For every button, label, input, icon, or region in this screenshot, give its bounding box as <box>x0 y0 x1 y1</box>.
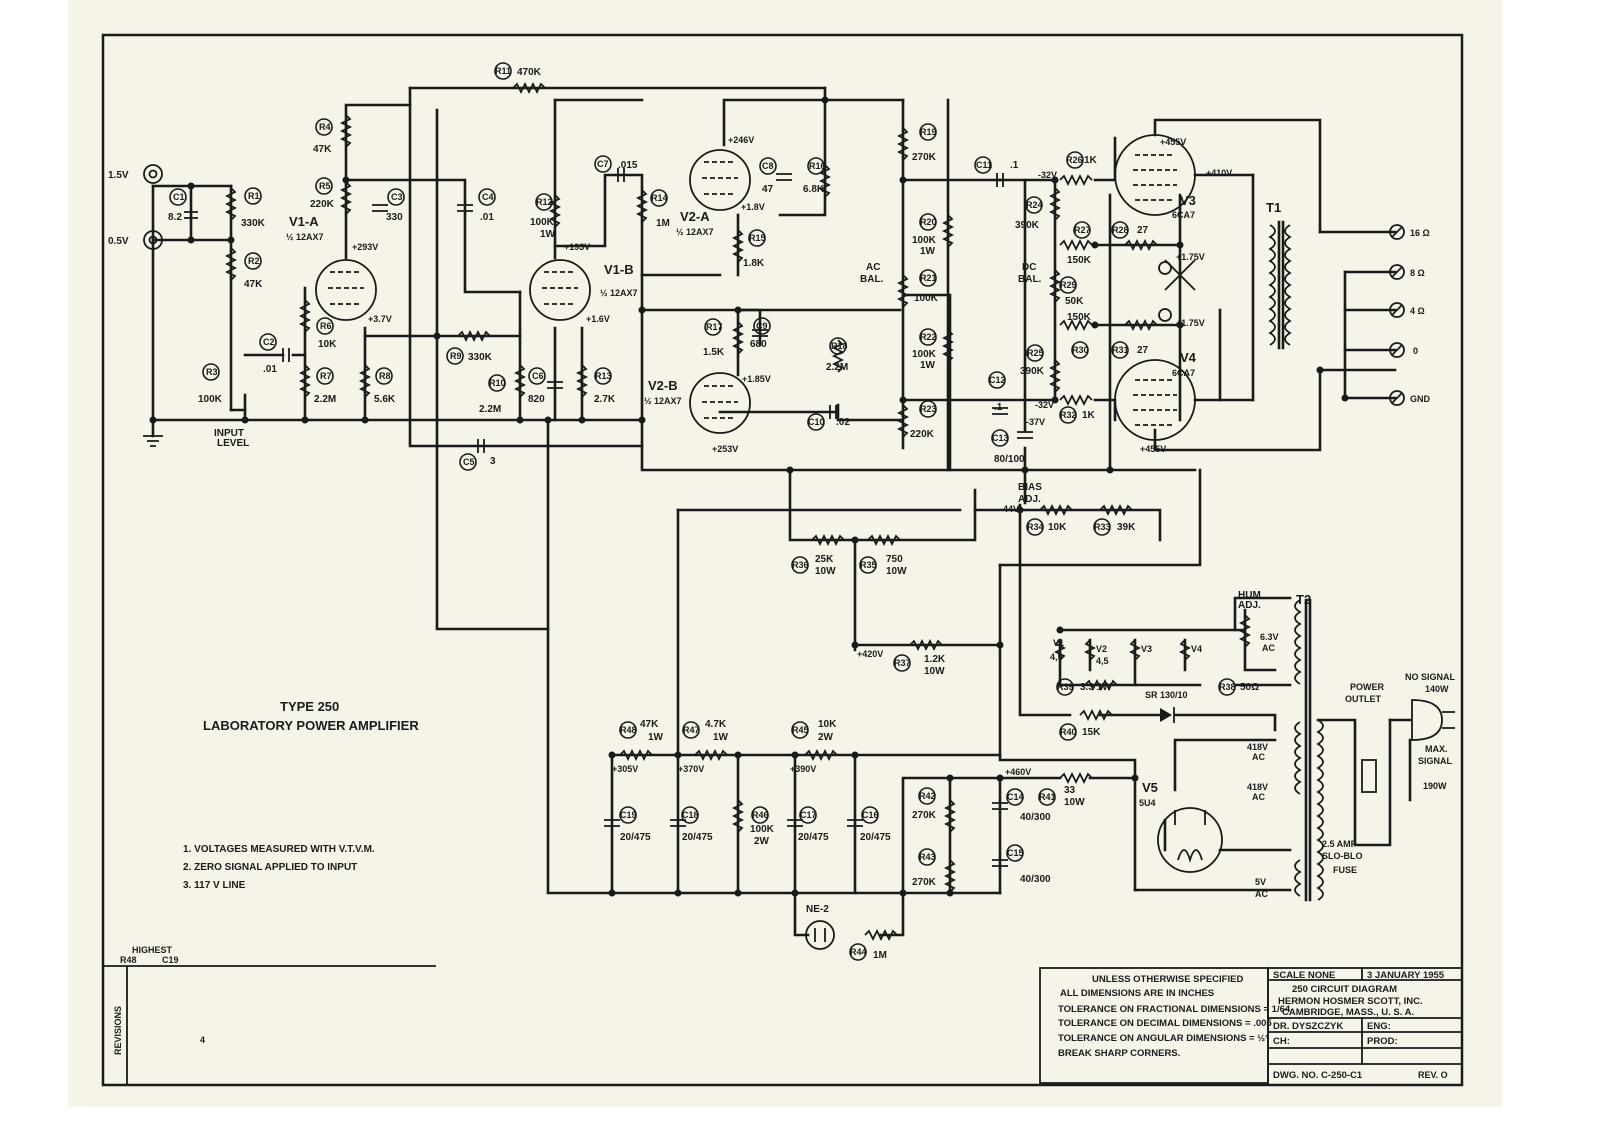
labels-maxsig3-label: 190W <box>1423 781 1447 791</box>
labels-t1-label: T1 <box>1266 200 1282 215</box>
components-c1v-label: 8.2 <box>168 212 182 223</box>
components-r25v-label: 390K <box>1020 366 1044 377</box>
components-r47v-label: 4.7K <box>705 719 727 730</box>
voltages-v3-p-label: +455V <box>1160 137 1187 147</box>
components-r35v-label: 750 <box>886 554 903 565</box>
components-r42v-label: 270K <box>912 810 936 821</box>
input-low-label: 0.5V <box>108 236 129 247</box>
labels-fuse3-label: FUSE <box>1333 865 1358 875</box>
labels-bias-adj-label: BIAS <box>1018 482 1042 493</box>
components-r31-label: R31 <box>1112 345 1129 355</box>
labels-h2p-label: 4,5 <box>1096 656 1109 666</box>
components-r18v-label: 2.2M <box>826 362 849 373</box>
components-c18v-label: 20/475 <box>682 832 713 843</box>
labels-dc-bal-label: DC <box>1022 262 1037 273</box>
components-r28-label: R28 <box>1112 225 1129 235</box>
components-r40v-label: 15K <box>1082 727 1101 738</box>
components-r4-label: R4 <box>319 122 331 132</box>
components-r9-label: R9 <box>450 351 462 361</box>
labels-h2-label: V2 <box>1096 644 1108 654</box>
title-block <box>1268 968 1462 1085</box>
titleblock-ch-label: CH: <box>1273 1036 1290 1047</box>
components-c10v-label: .02 <box>836 417 850 428</box>
components-r29v-label: 50K <box>1065 296 1084 307</box>
components-r5v-label: 220K <box>310 199 334 210</box>
voltages-v4-g-label: -32V <box>1035 400 1055 410</box>
labels-v63-label: 6.3V <box>1260 632 1279 642</box>
components-r35-label: R35 <box>860 560 877 570</box>
components-r7-label: R7 <box>320 371 332 381</box>
components-c14-label: C14 <box>1007 792 1024 802</box>
voltages-v4-k-label: +1.75V <box>1176 318 1205 328</box>
components-r45v-label: 10K <box>818 719 837 730</box>
components-c5-label: C5 <box>463 457 475 467</box>
voltages-b2-label: +370V <box>678 764 705 774</box>
components-r24v-label: 390K <box>1015 220 1039 231</box>
components-r44v-label: 1M <box>873 950 887 961</box>
components-c7v-label: .015 <box>618 160 638 171</box>
components-r3v-label: 100K <box>198 394 222 405</box>
components-r26v-label: 1K <box>1084 155 1097 166</box>
components-r26-label: R26 <box>1066 155 1083 165</box>
labels-ac-bal-label: AC <box>866 262 881 273</box>
drawing-name: LABORATORY POWER AMPLIFIER <box>203 718 419 733</box>
components-r41w-label: 10W <box>1064 797 1085 808</box>
components-c15v-label: 40/300 <box>1020 874 1051 885</box>
voltages-v2a-k-label: +1.8V <box>741 202 765 212</box>
components-r29-label: R29 <box>1060 280 1077 290</box>
components-r16-label: R16 <box>809 161 826 171</box>
components-c7-label: C7 <box>597 159 609 169</box>
components-r44-label: R44 <box>850 947 867 957</box>
note-1: 1. VOLTAGES MEASURED WITH V.T.V.M. <box>183 844 375 855</box>
tubes-v4-name-label: V4 <box>1180 350 1196 365</box>
note-2: 2. ZERO SIGNAL APPLIED TO INPUT <box>183 862 358 873</box>
components-r22v-label: 100K <box>912 349 936 360</box>
input-high-label: 1.5V <box>108 170 129 181</box>
labels-v5ac-label: 5V <box>1255 877 1267 887</box>
tubes-v5-name-label: V5 <box>1142 780 1158 795</box>
tubes-v3-name-label: V3 <box>1180 193 1196 208</box>
components-c12-label: C12 <box>989 375 1006 385</box>
labels-t2-label: T2 <box>1296 592 1312 607</box>
labels-bias-adj2-label: ADJ. <box>1018 494 1041 505</box>
components-r11-label: R11 <box>495 66 512 76</box>
components-c8-label: C8 <box>762 161 774 171</box>
components-r46-label: R46 <box>752 810 769 820</box>
components-r15v-label: 1.8K <box>743 258 765 269</box>
components-r27v-label: 150K <box>1067 255 1091 266</box>
components-r7v-label: 2.2M <box>314 394 337 405</box>
labels-hum-adj2-label: ADJ. <box>1238 600 1261 611</box>
revision-block <box>103 945 436 1085</box>
components-r30v-label: 150K <box>1067 312 1091 323</box>
components-c16v-label: 20/475 <box>860 832 891 843</box>
components-c17-label: C17 <box>800 810 817 820</box>
labels-sr-label: SR 130/10 <box>1145 690 1188 700</box>
voltages-v3-g-label: -32V <box>1038 170 1058 180</box>
voltages-bias-label: -44V <box>1000 504 1020 514</box>
labels-h3-label: V3 <box>1141 644 1153 654</box>
voltages-b3-label: +390V <box>790 764 817 774</box>
labels-out16-label: 16 Ω <box>1410 228 1430 238</box>
components-r20w-label: 1W <box>920 246 935 257</box>
components-c1-label: C1 <box>173 192 185 202</box>
components-c17v-label: 20/475 <box>798 832 829 843</box>
components-r19v-label: 270K <box>912 152 936 163</box>
components-r9v-label: 330K <box>468 352 492 363</box>
components-c3-label: C3 <box>391 192 403 202</box>
voltages-v2b-p-label: +253V <box>712 444 739 454</box>
components-c11v-label: .1 <box>1010 160 1019 171</box>
components-c16-label: C16 <box>862 810 879 820</box>
tubes-v1a-name-label: V1-A <box>289 214 319 229</box>
components-r47w-label: 1W <box>713 732 728 743</box>
labels-h4-label: V4 <box>1191 644 1203 654</box>
tubes-v1b-name-label: V1-B <box>604 262 634 277</box>
tubes-v1a-type-label: ½ 12AX7 <box>286 232 324 242</box>
labels-dc-bal2-label: BAL. <box>1018 274 1042 285</box>
components-r2v-label: 47K <box>244 279 263 290</box>
labels-hv2-label: 418V <box>1247 782 1269 792</box>
components-r21v-label: 100K <box>914 293 938 304</box>
components-c9-label: C9 <box>756 321 768 331</box>
components-c6-label: C6 <box>532 371 544 381</box>
components-c10-label: C10 <box>808 417 825 427</box>
components-r43-label: R43 <box>919 852 936 862</box>
revisions-c-label: C19 <box>162 955 179 965</box>
components-c2v-label: .01 <box>263 364 277 375</box>
labels-h1p-label: 4,5 <box>1050 652 1063 662</box>
spec-l3-label: TOLERANCE ON FRACTIONAL DIMENSIONS = 1/64 <box>1058 1004 1291 1015</box>
titleblock-company-label: HERMON HOSMER SCOTT, INC. <box>1278 996 1423 1007</box>
components-r21-label: R21 <box>920 273 937 283</box>
components-r8-label: R8 <box>379 371 391 381</box>
components-c9v-label: 680 <box>750 339 767 350</box>
components-r14v-label: 1M <box>656 218 670 229</box>
tubes-v2a-name-label: V2-A <box>680 209 710 224</box>
components-c13-label: C13 <box>992 433 1009 443</box>
components-r33-label: R33 <box>1094 522 1111 532</box>
components-r24-label: R24 <box>1026 200 1043 210</box>
components-r5-label: R5 <box>319 181 331 191</box>
components-r22w-label: 1W <box>920 360 935 371</box>
components-c19-label: C19 <box>620 810 637 820</box>
input-level-label-2: LEVEL <box>217 438 250 449</box>
components-r17-label: R17 <box>706 322 723 332</box>
voltages-v1a-p-label: +293V <box>352 242 379 252</box>
spec-l5-label: TOLERANCE ON ANGULAR DIMENSIONS = ½° <box>1058 1033 1269 1044</box>
components-r30-label: R30 <box>1072 345 1089 355</box>
tubes-v3-type-label: 6CA7 <box>1172 210 1196 220</box>
tubes-v5-type-label: 5U4 <box>1139 798 1156 808</box>
components-r37w-label: 10W <box>924 666 945 677</box>
components-c14v-label: 40/300 <box>1020 812 1051 823</box>
components-r6-label: R6 <box>320 321 332 331</box>
components-c4-label: C4 <box>482 192 494 202</box>
spec-l4-label: TOLERANCE ON DECIMAL DIMENSIONS = .005 <box>1058 1018 1272 1029</box>
components-r39v-label: 3.3 1W <box>1080 682 1112 693</box>
input-level-label: INPUT <box>214 428 244 439</box>
titleblock-dr-label: DR. DYSZCZYK <box>1273 1021 1344 1032</box>
drawing-type: TYPE 250 <box>280 699 340 714</box>
tubes-v2b-type-label: ½ 12AX7 <box>644 396 682 406</box>
components-r15-label: R15 <box>749 233 766 243</box>
labels-out4-label: 4 Ω <box>1410 306 1425 316</box>
voltages-v2b-k-label: +1.85V <box>742 374 771 384</box>
components-c12v-label: .1 <box>994 402 1003 413</box>
spec-l1-label: UNLESS OTHERWISE SPECIFIED <box>1092 974 1244 985</box>
components-c4v-label: .01 <box>480 212 494 223</box>
components-r32-label: R32 <box>1060 410 1077 420</box>
voltages-v4-p-label: +455V <box>1140 444 1167 454</box>
components-c15-label: C15 <box>1007 848 1024 858</box>
labels-maxsig2-label: SIGNAL <box>1418 756 1453 766</box>
components-c19v-label: 20/475 <box>620 832 651 843</box>
components-r37v-label: 1.2K <box>924 654 946 665</box>
components-r1v-label: 330K <box>241 218 265 229</box>
labels-outlet2-label: OUTLET <box>1345 694 1381 704</box>
components-c11-label: C11 <box>976 160 993 170</box>
note-3: 3. 117 V LINE <box>183 880 246 891</box>
components-r1-label: R1 <box>248 191 260 201</box>
components-r8v-label: 5.6K <box>374 394 396 405</box>
voltages-v1a-k-label: +3.7V <box>368 314 392 324</box>
voltages-c13-label: -37V <box>1026 417 1046 427</box>
labels-hum-adj-label: HUM <box>1238 590 1261 601</box>
components-r17v-label: 1.5K <box>703 347 725 358</box>
components-r14-label: R14 <box>651 193 668 203</box>
sheet-border <box>103 35 1462 1085</box>
components-r23-label: R23 <box>920 404 937 414</box>
reference-markers <box>170 63 1235 960</box>
labels-nosig-label: NO SIGNAL <box>1405 672 1456 682</box>
components-r13-label: R13 <box>595 371 612 381</box>
labels-v5acb-label: AC <box>1255 889 1268 899</box>
labels-ne2-label: NE-2 <box>806 904 829 915</box>
voltages-v1b-k-label: +1.6V <box>586 314 610 324</box>
labels-hv1b-label: AC <box>1252 752 1265 762</box>
components-r12v-label: 100K <box>530 217 554 228</box>
components-r22-label: R22 <box>920 332 937 342</box>
components-r20v-label: 100K <box>912 235 936 246</box>
components-r43v-label: 270K <box>912 877 936 888</box>
components-r46w-label: 2W <box>754 836 769 847</box>
revisions-label: REVISIONS <box>113 1005 123 1055</box>
voltages-b5-label: +460V <box>1005 767 1032 777</box>
components-r48-label: R48 <box>620 725 637 735</box>
components-r12w-label: 1W <box>540 229 555 240</box>
voltages-v3-g2-label: +410V <box>1206 168 1233 178</box>
revisions-r-label: R48 <box>120 955 137 965</box>
titleblock-dwg-label: DWG. NO. C-250-C1 <box>1273 1070 1363 1081</box>
components-r38-label: R38 <box>1219 682 1236 692</box>
wiring <box>153 88 1410 935</box>
components-r48v-label: 47K <box>640 719 659 730</box>
components-c13v-label: 80/100 <box>994 454 1025 465</box>
components-r36w-label: 10W <box>815 566 836 577</box>
components-r45w-label: 2W <box>818 732 833 743</box>
labels-out8-label: 8 Ω <box>1410 268 1425 278</box>
labels-out0-label: 0 <box>1413 346 1419 356</box>
labels-hv1-label: 418V <box>1247 742 1269 752</box>
tubes-v4-type-label: 6CA7 <box>1172 368 1196 378</box>
revisions-highest-label: HIGHEST <box>132 945 173 955</box>
labels-ac-bal2-label: BAL. <box>860 274 884 285</box>
labels-maxsig-label: MAX. <box>1425 744 1448 754</box>
labels-nosig2-label: 140W <box>1425 684 1449 694</box>
components-r27-label: R27 <box>1074 225 1091 235</box>
components-r47-label: R47 <box>683 725 700 735</box>
spec-l2-label: ALL DIMENSIONS ARE IN INCHES <box>1060 988 1215 999</box>
components-r19-label: R19 <box>920 127 937 137</box>
components-r41v-label: 33 <box>1064 785 1076 796</box>
components-c3v-label: 330 <box>386 212 403 223</box>
components-r42-label: R42 <box>919 791 936 801</box>
components-r31v-label: 27 <box>1137 345 1149 356</box>
tubes-v1b-type-label: ½ 12AX7 <box>600 288 638 298</box>
components-r36-label: R36 <box>792 560 809 570</box>
components-r34-label: R34 <box>1027 522 1044 532</box>
revisions-mark-label: 4 <box>200 1035 206 1045</box>
components-r28v-label: 27 <box>1137 225 1149 236</box>
voltages-v2a-p-label: +246V <box>728 135 755 145</box>
components-r36v-label: 25K <box>815 554 834 565</box>
components-r4v-label: 47K <box>313 144 332 155</box>
labels-fuse2-label: SLO-BLO <box>1322 851 1363 861</box>
voltages-b1-label: +305V <box>612 764 639 774</box>
components-r12-label: R12 <box>536 197 553 207</box>
tubes-v2a-type-label: ½ 12AX7 <box>676 227 714 237</box>
labels-h1-label: V1 <box>1053 638 1065 648</box>
voltages-v3-k-label: +1.75V <box>1176 252 1205 262</box>
voltages-b4-label: +420V <box>857 649 884 659</box>
components-r3-label: R3 <box>206 367 218 377</box>
labels-hv2b-label: AC <box>1252 792 1265 802</box>
components-c2-label: C2 <box>263 337 275 347</box>
components-r45-label: R45 <box>792 725 809 735</box>
tubes-v2b-name-label: V2-B <box>648 378 678 393</box>
components-r32v-label: 1K <box>1082 410 1095 421</box>
voltages-v1b-p-label: +193V <box>564 242 591 252</box>
components-r11v-label: 470K <box>517 67 541 78</box>
components-r23v-label: 220K <box>910 429 934 440</box>
titleblock-prod-label: PROD: <box>1367 1036 1398 1047</box>
components-r18-label: R18 <box>831 341 848 351</box>
titleblock-eng-label: ENG: <box>1367 1021 1391 1032</box>
components-c5v-label: 3 <box>490 456 496 467</box>
components-r20-label: R20 <box>920 217 937 227</box>
components-r48w-label: 1W <box>648 732 663 743</box>
titleblock-date-label: 3 JANUARY 1955 <box>1367 970 1445 981</box>
components-r10v-label: 2.2M <box>479 404 502 415</box>
components-r16v-label: 6.8K <box>803 184 825 195</box>
components-r38v-label: 50Ω <box>1240 682 1260 693</box>
components-c6v-label: 820 <box>528 394 545 405</box>
labels-outlet-label: POWER <box>1350 682 1385 692</box>
labels-fuse-label: 2.5 AMP <box>1322 839 1357 849</box>
titleblock-scale-label: SCALE NONE <box>1273 970 1336 981</box>
components-r35w-label: 10W <box>886 566 907 577</box>
tolerance-block <box>1040 968 1291 1083</box>
components-r46v-label: 100K <box>750 824 774 835</box>
components-r6v-label: 10K <box>318 339 337 350</box>
components-r33v-label: 39K <box>1117 522 1136 533</box>
components-c18-label: C18 <box>682 810 699 820</box>
components-r13v-label: 2.7K <box>594 394 616 405</box>
components-r37-label: R37 <box>894 658 911 668</box>
components-r34v-label: 10K <box>1048 522 1067 533</box>
components-r40-label: R40 <box>1060 727 1077 737</box>
spec-l6-label: BREAK SHARP CORNERS. <box>1058 1048 1181 1059</box>
components-r41-label: R41 <box>1039 792 1056 802</box>
labels-v63b-label: AC <box>1262 643 1275 653</box>
titleblock-rev-label: REV. O <box>1418 1070 1448 1080</box>
titleblock-city-label: CAMBRIDGE, MASS., U. S. A. <box>1282 1007 1415 1018</box>
components-c8v-label: 47 <box>762 184 774 195</box>
titleblock-drawing-label: 250 CIRCUIT DIAGRAM <box>1292 984 1398 995</box>
components-r2-label: R2 <box>248 256 260 266</box>
components-r39-label: R39 <box>1057 682 1074 692</box>
labels-outgnd-label: GND <box>1410 394 1430 404</box>
components-r25-label: R25 <box>1027 348 1044 358</box>
components-r10-label: R10 <box>489 378 506 388</box>
